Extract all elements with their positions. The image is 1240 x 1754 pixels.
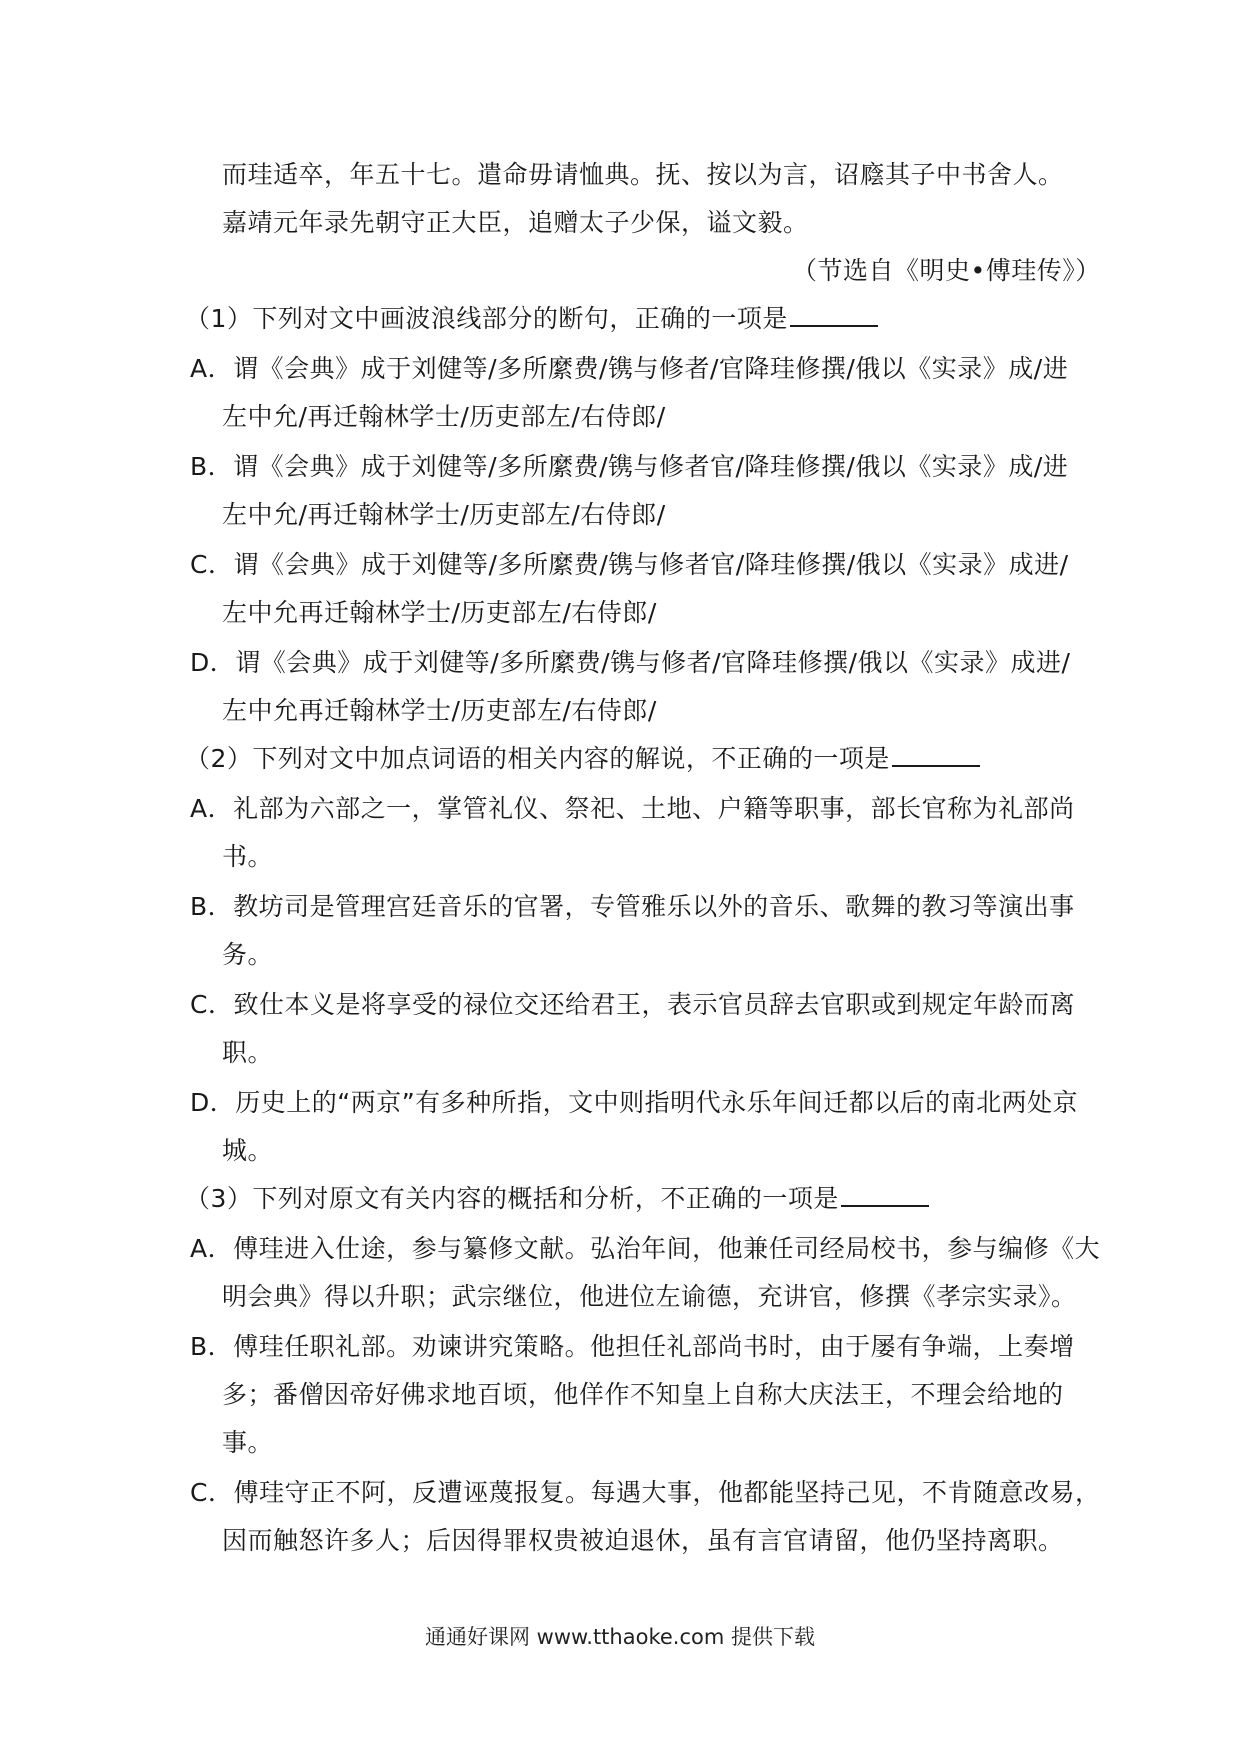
option-b-line: B．谓《会典》成于刘健等/多所縻费/镌与修者官/降珪修撰/俄以《实录》成/进	[190, 452, 1069, 481]
option-b-line: 务。	[222, 940, 274, 969]
option-c-line: C．谓《会典》成于刘健等/多所縻费/镌与修者官/降珪修撰/俄以《实录》成进/	[190, 550, 1069, 579]
answer-blank	[841, 1183, 929, 1207]
question-1-stem	[185, 302, 878, 336]
option-c-line: 左中允再迁翰林学士/历吏部左/右侍郎/	[222, 598, 657, 627]
option-a-line: 书。	[222, 842, 274, 871]
question-stem-text: （3）下列对原文有关内容的概括和分析，不正确的一项是	[185, 1184, 839, 1213]
passage-line: 而珪适卒，年五十七。遣命毋请恤典。抚、按以为言，诏廕其子中书舍人。	[222, 160, 1064, 189]
answer-blank	[892, 743, 980, 767]
option-b-line: 左中允/再迁翰林学士/历吏部左/右侍郎/	[222, 500, 666, 529]
option-d-line: 城。	[222, 1136, 274, 1165]
option-b-line: B．教坊司是管理宫廷音乐的官署，专管雅乐以外的音乐、歌舞的教习等演出事	[190, 892, 1075, 921]
option-c-line: 职。	[222, 1038, 274, 1067]
option-a-line: 左中允/再迁翰林学士/历吏部左/右侍郎/	[222, 402, 666, 431]
question-stem-text: （2）下列对文中加点词语的相关内容的解说，不正确的一项是	[185, 744, 890, 773]
passage-source: （节选自《明史•傅珪传》）	[792, 256, 1101, 285]
option-d-line: 左中允再迁翰林学士/历吏部左/右侍郎/	[222, 696, 657, 725]
option-c-line: C．致仕本义是将享受的禄位交还给君王，表示官员辞去官职或到规定年龄而离	[190, 990, 1075, 1019]
passage-line: 嘉靖元年录先朝守正大臣，追赠太子少保，谥文毅。	[222, 208, 809, 237]
option-d-line: D．历史上的“两京”有多种所指，文中则指明代永乐年间迁都以后的南北两处京	[190, 1088, 1079, 1117]
answer-blank	[790, 303, 878, 327]
option-c-line: C．傅珪守正不阿，反遭诬蔑报复。每遇大事，他都能坚持己见，不肯随意改易，	[190, 1478, 1101, 1507]
question-2-stem	[185, 742, 980, 776]
option-c-line: 因而触怒许多人；后因得罪权贵被迫退休，虽有言官请留，他仍坚持离职。	[222, 1526, 1064, 1555]
option-a-line: 明会典》得以升职；武宗继位，他进位左谕德，充讲官，修撰《孝宗实录》。	[222, 1282, 1077, 1311]
option-a-line: A．傅珪进入仕途，参与纂修文献。弘治年间，他兼任司经局校书，参与编修《大	[190, 1234, 1101, 1263]
question-3-stem	[185, 1182, 929, 1216]
option-a-line: A．礼部为六部之一，掌管礼仪、祭祀、土地、户籍等职事，部长官称为礼部尚	[190, 794, 1075, 823]
question-stem-text: （1）下列对文中画波浪线部分的断句，正确的一项是	[185, 304, 788, 333]
option-b-line: 事。	[222, 1428, 274, 1457]
option-a-line: A．谓《会典》成于刘健等/多所縻费/镌与修者/官降珪修撰/俄以《实录》成/进	[190, 354, 1069, 383]
page-footer: 通通好课网 www.tthaoke.com 提供下载	[425, 1625, 815, 1649]
option-b-line: 多；番僧因帝好佛求地百顷，他佯作不知皇上自称大庆法王，不理会给地的	[222, 1380, 1064, 1409]
option-b-line: B．傅珪任职礼部。劝谏讲究策略。他担任礼部尚书时，由于屡有争端，上奏增	[190, 1332, 1075, 1361]
option-d-line: D．谓《会典》成于刘健等/多所縻费/镌与修者/官降珪修撰/俄以《实录》成进/	[190, 648, 1071, 677]
